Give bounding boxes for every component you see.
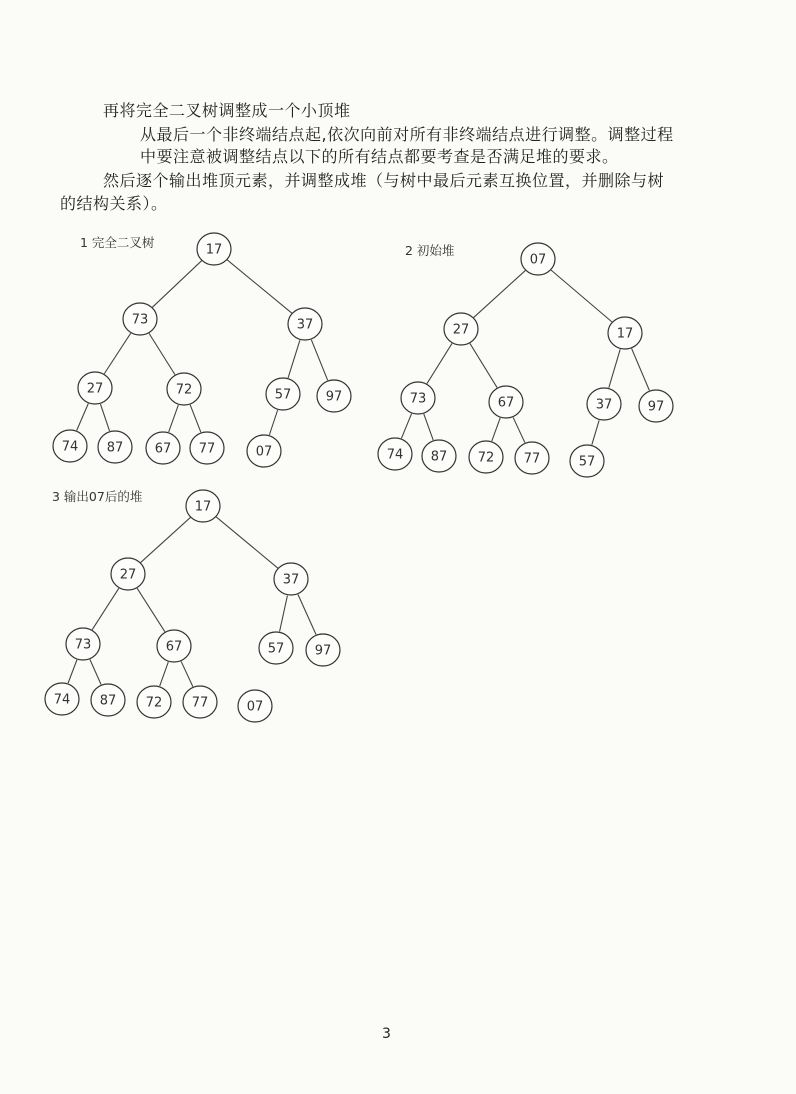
node-value: 37 xyxy=(282,572,300,588)
heap-node xyxy=(266,378,300,410)
heap-node xyxy=(66,628,100,660)
heap-node xyxy=(259,632,293,664)
tree-edge xyxy=(160,662,169,686)
heap-node xyxy=(247,435,281,467)
heap-node xyxy=(98,431,132,463)
node-value: 17 xyxy=(194,499,212,515)
node-value: 87 xyxy=(106,440,124,456)
node-value: 74 xyxy=(53,692,71,708)
heap-node xyxy=(521,243,555,275)
heap-tree-3 xyxy=(45,489,340,722)
tree-edge xyxy=(152,261,201,308)
tree-edge xyxy=(311,340,327,380)
node-value: 57 xyxy=(274,387,292,403)
tree-edge xyxy=(470,343,497,387)
node-value: 17 xyxy=(616,326,634,342)
heap-node xyxy=(157,630,191,662)
tree-edge xyxy=(427,343,452,383)
tree-edge xyxy=(181,661,193,686)
output-node xyxy=(238,690,272,722)
node-value: 73 xyxy=(74,637,92,653)
node-value: 73 xyxy=(409,391,427,407)
tree-edge xyxy=(169,405,179,432)
tree-edge xyxy=(104,333,130,374)
tree-edge xyxy=(280,596,288,632)
node-value: 07 xyxy=(529,252,547,268)
node-value: 57 xyxy=(267,641,285,657)
node-value: 37 xyxy=(595,397,613,413)
heap-tree-2 xyxy=(378,243,673,477)
tree-edge xyxy=(216,517,278,568)
tree-edge xyxy=(298,594,316,634)
tree-edge xyxy=(592,420,599,444)
heap-node xyxy=(190,432,224,464)
heap-node xyxy=(306,634,340,666)
tree-edge xyxy=(551,270,612,322)
tree-edge xyxy=(474,270,526,317)
paragraph-line: 的结构关系）。 xyxy=(60,194,168,213)
tree-edge xyxy=(492,418,500,441)
tree-edge xyxy=(141,517,191,562)
node-value: 57 xyxy=(578,454,596,470)
node-value: 37 xyxy=(296,317,314,333)
node-value: 73 xyxy=(131,312,149,328)
heap-node xyxy=(186,490,220,522)
node-value: 77 xyxy=(523,451,541,467)
node-value: 72 xyxy=(175,382,193,398)
node-value: 27 xyxy=(119,567,137,583)
heap-node xyxy=(422,440,456,472)
tree-edge xyxy=(424,414,433,440)
heap-node xyxy=(587,388,621,420)
tree-edge xyxy=(632,349,650,391)
node-value: 77 xyxy=(191,695,209,711)
heap-node xyxy=(639,390,673,422)
tree-edge xyxy=(401,414,411,439)
tree-edge xyxy=(68,660,77,683)
paragraph-line: 然后逐个输出堆顶元素，并调整成堆（与树中最后元素互换位置，并删除与树 xyxy=(103,171,665,190)
node-value: 27 xyxy=(86,381,104,397)
heap-node xyxy=(489,386,523,418)
node-value: 87 xyxy=(99,693,117,709)
tree-edge xyxy=(269,410,277,435)
tree-edge xyxy=(227,260,292,313)
tree-edge xyxy=(90,660,101,685)
tree-caption: 2 初始堆 xyxy=(405,243,455,258)
intro-heading: 再将完全二叉树调整成一个小顶堆 xyxy=(103,101,351,120)
heap-node xyxy=(317,380,351,412)
tree-edge xyxy=(77,404,89,431)
tree-edge xyxy=(513,417,525,442)
heap-node xyxy=(274,563,308,595)
paragraph-line: 从最后一个非终端结点起,依次向前对所有非终端结点进行调整。调整过程 xyxy=(140,125,674,144)
tree-edge xyxy=(609,349,620,387)
node-value: 72 xyxy=(477,450,495,466)
heap-node xyxy=(91,684,125,716)
heap-node xyxy=(288,308,322,340)
node-value: 97 xyxy=(314,643,332,659)
heap-node xyxy=(45,683,79,715)
tree-edge xyxy=(190,405,201,432)
heap-node xyxy=(53,430,87,462)
heap-node xyxy=(469,441,503,473)
heap-tree-1 xyxy=(53,233,351,467)
node-value: 97 xyxy=(325,389,343,405)
node-value: 72 xyxy=(145,695,163,711)
heap-node xyxy=(608,317,642,349)
tree-edge xyxy=(137,588,165,631)
heap-node xyxy=(401,382,435,414)
heap-node xyxy=(197,233,231,265)
node-value: 74 xyxy=(386,447,404,463)
node-value: 74 xyxy=(61,439,79,455)
node-value: 77 xyxy=(198,441,216,457)
tree-edge xyxy=(92,588,119,629)
heap-node xyxy=(570,445,604,477)
node-value: 97 xyxy=(647,399,665,415)
paragraph-line: 中要注意被调整结点以下的所有结点都要考查是否满足堆的要求。 xyxy=(140,147,619,166)
heap-node xyxy=(515,442,549,474)
heap-node xyxy=(167,373,201,405)
node-value: 27 xyxy=(452,322,470,338)
node-value: 67 xyxy=(154,441,172,457)
node-value: 67 xyxy=(165,639,183,655)
heap-node xyxy=(183,686,217,718)
heap-node xyxy=(111,558,145,590)
tree-caption: 1 完全二叉树 xyxy=(80,235,155,250)
heap-node xyxy=(137,686,171,718)
node-value: 87 xyxy=(430,449,448,465)
node-value: 17 xyxy=(205,242,223,258)
page-number: 3 xyxy=(382,1026,391,1042)
heap-node xyxy=(78,372,112,404)
node-value: 07 xyxy=(246,699,264,715)
tree-caption: 3 输出07后的堆 xyxy=(52,489,143,504)
heap-node xyxy=(123,303,157,335)
node-value: 07 xyxy=(255,444,273,460)
heap-node xyxy=(444,313,478,345)
tree-edge xyxy=(100,404,109,431)
node-value: 67 xyxy=(497,395,515,411)
tree-edge xyxy=(149,333,175,374)
heap-node xyxy=(378,438,412,470)
tree-edge xyxy=(288,340,300,378)
heap-node xyxy=(146,432,180,464)
